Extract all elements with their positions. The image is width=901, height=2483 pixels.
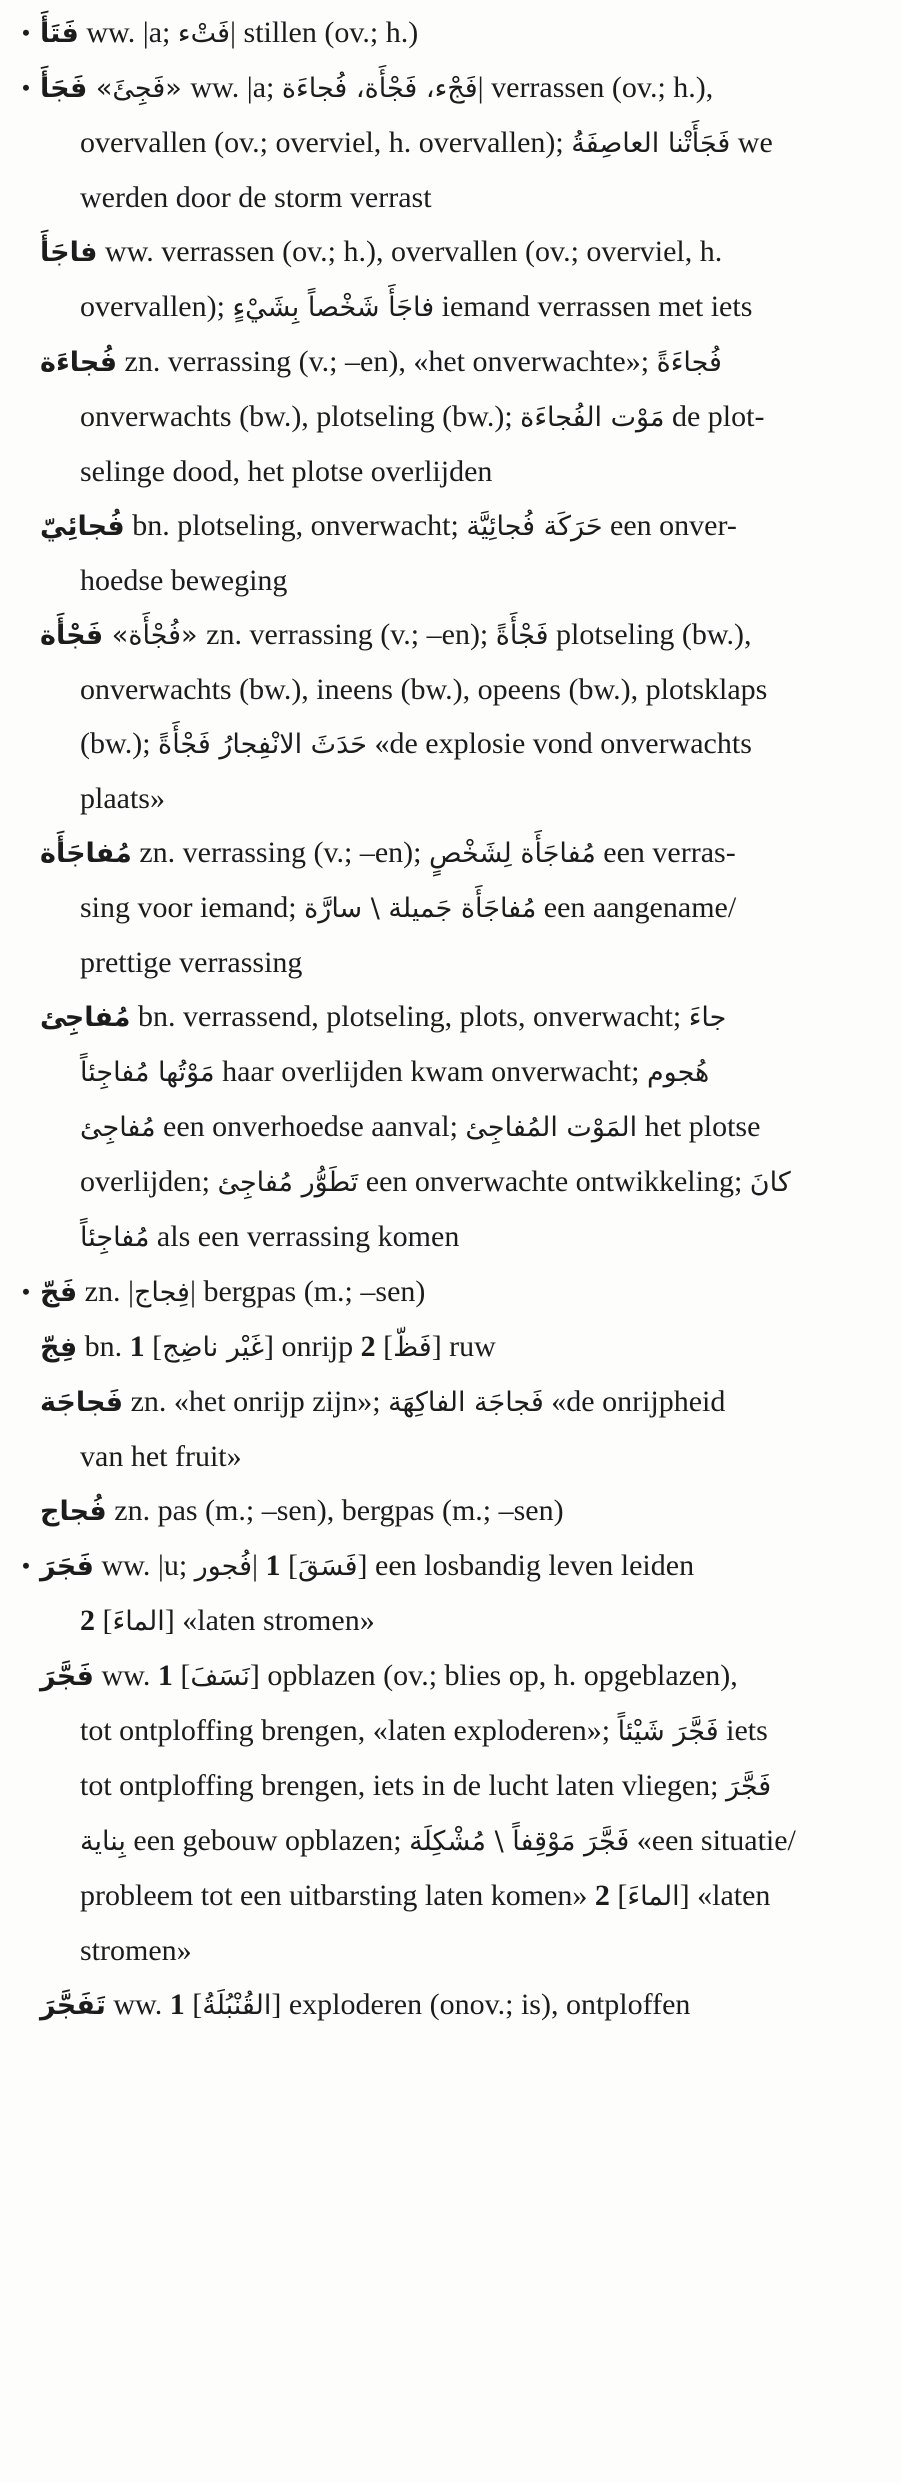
entry-line xyxy=(16,1155,881,1210)
entry-line xyxy=(16,1924,881,1978)
headword: فَجاجَة xyxy=(40,1387,124,1418)
dictionary-entry xyxy=(16,1484,881,1539)
entry-line xyxy=(16,1649,881,1704)
headword: فاجَأَ xyxy=(40,237,98,268)
arabic-text: فَجَّرَ xyxy=(725,1771,772,1802)
arabic-text: فَظّ xyxy=(393,1332,432,1363)
definition-text: probleem tot een uitbarsting laten komen» xyxy=(80,1879,595,1912)
arabic-text: فَجَأَتْنا العاصِفَةُ xyxy=(571,128,731,159)
entry-line xyxy=(16,1210,881,1265)
definition-text: het plotse xyxy=(637,1110,761,1143)
arabic-text: الماءَ xyxy=(627,1881,680,1912)
arabic-text: تَطَوُّر مُفاجِئ xyxy=(217,1167,359,1198)
definition-text: ] «laten stromen» xyxy=(164,1604,375,1637)
arabic-text: الماءَ xyxy=(112,1606,165,1637)
arabic-text: كانَ xyxy=(749,1167,791,1198)
definition-text: zn. verrassing (v.; –en), «het onverwachte»; xyxy=(117,345,657,378)
entry-line xyxy=(16,826,881,881)
definition-text: ww. |a; xyxy=(78,16,178,49)
entry-line xyxy=(16,1759,881,1814)
definition-text: overvallen (ov.; overviel, h. overvallen); xyxy=(80,126,572,159)
definition-text: een onverhoedse aanval; xyxy=(155,1110,466,1143)
definition-text: «de onrijpheid xyxy=(543,1385,726,1418)
definition-text: als een verrassing komen xyxy=(149,1220,460,1253)
entry-line xyxy=(16,881,881,936)
entry-line xyxy=(16,936,881,990)
definition-text: zn. | xyxy=(77,1275,134,1308)
dictionary-entry xyxy=(16,61,881,225)
arabic-text: فَسَقَ xyxy=(298,1551,358,1582)
arabic-text: حَرَكَة فُجائِيَّة xyxy=(466,511,603,542)
entry-line xyxy=(16,499,881,554)
definition-text: [ xyxy=(184,1988,203,2021)
definition-text: [ xyxy=(280,1549,299,1582)
dictionary-entry xyxy=(16,225,881,335)
arabic-text: «فَجِئَ» xyxy=(87,73,191,104)
definition-text: overvallen); xyxy=(80,290,233,323)
entry-line xyxy=(16,116,881,171)
entry-line xyxy=(16,280,881,335)
definition-text: tot ontploffing brengen, «laten exploderen»; xyxy=(80,1714,618,1747)
dictionary-entry xyxy=(16,826,881,990)
arabic-text: فُجاءَةً xyxy=(656,347,722,378)
dictionary-entry xyxy=(16,1978,881,2033)
dictionary-entry xyxy=(16,1320,881,1375)
definition-text: 2 xyxy=(594,1879,610,1912)
definition-text: plaats» xyxy=(80,782,165,815)
entry-line xyxy=(16,1814,881,1869)
arabic-text: مَوْت الفُجاءَة xyxy=(520,402,665,433)
definition-text: ww. |a; xyxy=(190,71,282,104)
entry-line xyxy=(16,390,881,445)
arabic-text: مُفاجِئاً xyxy=(80,1222,150,1253)
definition-text: ] opblazen (ov.; blies op, h. opgeblazen), xyxy=(249,1659,738,1692)
definition-text: we xyxy=(730,126,773,159)
dictionary-entry xyxy=(16,1265,881,1320)
entry-line xyxy=(16,1320,881,1375)
definition-text: bn. plotseling, onverwacht; xyxy=(124,509,467,542)
definition-text: [ xyxy=(95,1604,113,1637)
root-bullet-icon: • xyxy=(22,1279,30,1304)
root-bullet-icon: • xyxy=(22,75,30,100)
arabic-text: فُجور xyxy=(194,1551,252,1582)
entry-line xyxy=(16,1484,881,1539)
arabic-text: مُفاجَأَة جَميلة \ سارَّة xyxy=(304,893,537,924)
definition-text: onverwachts (bw.), plotseling (bw.); xyxy=(80,400,521,433)
dictionary-entry xyxy=(16,499,881,608)
arabic-text: مَوْتُها مُفاجِئاً xyxy=(80,1057,215,1088)
definition-text: ww. xyxy=(93,1659,158,1692)
entry-line xyxy=(16,1100,881,1155)
definition-text: 2 xyxy=(80,1604,95,1637)
entry-line xyxy=(16,772,881,826)
entry-line xyxy=(16,990,881,1045)
definition-text: ] onrijp xyxy=(263,1330,361,1363)
entry-line xyxy=(16,6,881,61)
entry-line xyxy=(16,61,881,116)
dictionary-entry xyxy=(16,608,881,826)
definition-text: zn. verrassing (v.; –en); xyxy=(206,618,496,651)
definition-text: «de explosie vond onverwachts xyxy=(366,727,752,760)
arabic-text: فَجاجَة الفاكِهَة xyxy=(388,1387,544,1418)
definition-text: 1 xyxy=(169,1988,185,2021)
definition-text: haar overlijden kwam onverwacht; xyxy=(214,1055,647,1088)
entry-line xyxy=(16,225,881,280)
headword: مُفاجَأَة xyxy=(40,838,132,869)
definition-text: | xyxy=(252,1549,266,1582)
entry-line xyxy=(16,335,881,390)
arabic-text: جاءَ xyxy=(688,1002,727,1033)
headword: فَجَأَ xyxy=(40,73,88,104)
arabic-text: فاجَأَ شَخْصاً بِشَيْءٍ xyxy=(232,292,435,323)
entry-line xyxy=(16,608,881,663)
definition-text: zn. «het onrijp zijn»; xyxy=(123,1385,389,1418)
dictionary-entry xyxy=(16,1375,881,1484)
dictionary-entry xyxy=(16,6,881,61)
definition-text: 2 xyxy=(360,1330,376,1363)
arabic-text: فَتْء xyxy=(177,18,231,49)
headword: فَتَأَ xyxy=(40,18,79,49)
definition-text: ] «laten xyxy=(679,1879,771,1912)
dictionary-entry xyxy=(16,1649,881,1978)
headword: مُفاجِئ xyxy=(40,1002,131,1033)
headword: فِجّ xyxy=(40,1332,78,1363)
headword: فَجّ xyxy=(40,1277,78,1308)
definition-text: onverwachts (bw.), ineens (bw.), opeens (bw.), plotsklaps xyxy=(80,673,768,706)
headword: فُجاءَة xyxy=(40,347,118,378)
definition-text: iets xyxy=(718,1714,768,1747)
headword: فَجَرَ xyxy=(40,1551,94,1582)
headword: فُجائِيّ xyxy=(40,511,125,542)
definition-text: plotseling (bw.), xyxy=(548,618,752,651)
definition-text: [ xyxy=(375,1330,394,1363)
definition-text: 1 xyxy=(129,1330,145,1363)
entry-line xyxy=(16,1539,881,1594)
definition-text: de plot- xyxy=(664,400,765,433)
entry-line xyxy=(16,554,881,608)
headword: فُجاج xyxy=(40,1496,107,1527)
definition-text: tot ontploffing brengen, iets in de lucht laten vliegen; xyxy=(80,1769,726,1802)
definition-text: bn. verrassend, plotseling, plots, onverwacht; xyxy=(130,1000,689,1033)
entry-line xyxy=(16,171,881,225)
definition-text: hoedse beweging xyxy=(80,564,288,597)
entry-line xyxy=(16,1978,881,2033)
dictionary-entry xyxy=(16,1539,881,1649)
definition-text: 1 xyxy=(157,1659,173,1692)
entry-line xyxy=(16,445,881,499)
definition-text: iemand verrassen met iets xyxy=(434,290,753,323)
arabic-text: مُفاجِئ xyxy=(80,1112,156,1143)
definition-text: [ xyxy=(144,1330,163,1363)
definition-text: een gebouw opblazen; xyxy=(125,1824,410,1857)
entry-line xyxy=(16,1375,881,1430)
arabic-text: المَوْت المُفاجِئ xyxy=(465,1112,638,1143)
definition-text: «een situatie/ xyxy=(629,1824,796,1857)
definition-text: (bw.); xyxy=(80,727,159,760)
definition-text: | verrassen (ov.; h.), xyxy=(477,71,714,104)
arabic-text: بِناية xyxy=(80,1826,126,1857)
arabic-text: غَيْر ناضِج xyxy=(162,1332,264,1363)
definition-text: een aangename/ xyxy=(536,891,737,924)
definition-text: een verras- xyxy=(595,836,736,869)
headword: فَجْأَة xyxy=(40,620,104,651)
definition-text: | bergpas (m.; –sen) xyxy=(189,1275,426,1308)
definition-text: van het fruit» xyxy=(80,1440,242,1473)
arabic-text: فَجْء، فَجْأَة، فُجاءَة xyxy=(281,73,478,104)
arabic-text: هُجوم xyxy=(646,1057,710,1088)
definition-text: sing voor iemand; xyxy=(80,891,305,924)
definition-text: [ xyxy=(172,1659,191,1692)
arabic-text: فَجَّرَ مَوْقِفاً \ مُشْكِلَة xyxy=(409,1826,630,1857)
definition-text: stromen» xyxy=(80,1934,192,1967)
definition-text: werden door de storm verrast xyxy=(80,181,432,214)
definition-text: een onver- xyxy=(602,509,737,542)
arabic-text: مُفاجَأَة لِشَخْصٍ xyxy=(428,838,596,869)
definition-text: bn. xyxy=(77,1330,130,1363)
entry-line xyxy=(16,1265,881,1320)
definition-text: ww. xyxy=(105,1988,170,2021)
arabic-text: فَجْأَةً xyxy=(495,620,549,651)
arabic-text: فَجَّرَ شَيْئاً xyxy=(617,1716,719,1747)
root-bullet-icon: • xyxy=(22,1553,30,1578)
definition-text: ww. |u; xyxy=(93,1549,195,1582)
arabic-text: القُنْبُلَةُ xyxy=(202,1990,272,2021)
definition-text: zn. verrassing (v.; –en); xyxy=(131,836,429,869)
definition-text: ] exploderen (onov.; is), ontploffen xyxy=(271,1988,691,2021)
arabic-text: نَسَفَ xyxy=(190,1661,250,1692)
definition-text: [ xyxy=(609,1879,628,1912)
dictionary-entry xyxy=(16,990,881,1265)
definition-text: | stillen (ov.; h.) xyxy=(230,16,419,49)
entry-line xyxy=(16,1045,881,1100)
definition-text: overlijden; xyxy=(80,1165,218,1198)
dictionary-entry xyxy=(16,335,881,499)
definition-text: prettige verrassing xyxy=(80,946,303,979)
arabic-text: «فُجْأَة» xyxy=(103,620,207,651)
definition-text: ] ruw xyxy=(431,1330,496,1363)
arabic-text: فِجاج xyxy=(133,1277,190,1308)
definition-text: een onverwachte ontwikkeling; xyxy=(358,1165,750,1198)
definition-text: 1 xyxy=(265,1549,281,1582)
definition-text: ww. verrassen (ov.; h.), overvallen (ov.; overviel, h. xyxy=(97,235,723,268)
entry-line xyxy=(16,717,881,772)
entry-line xyxy=(16,1430,881,1484)
arabic-text: حَدَثَ الانْفِجارُ فَجْأَةً xyxy=(158,729,367,760)
entry-line xyxy=(16,1594,881,1649)
root-bullet-icon: • xyxy=(22,20,30,45)
definition-text: ] een losbandig leven leiden xyxy=(357,1549,695,1582)
definition-text: zn. pas (m.; –sen), bergpas (m.; –sen) xyxy=(106,1494,564,1527)
entry-line xyxy=(16,663,881,717)
definition-text: selinge dood, het plotse overlijden xyxy=(80,455,493,488)
entry-line xyxy=(16,1704,881,1759)
headword: فَجَّرَ xyxy=(40,1661,94,1692)
headword: تَفَجَّرَ xyxy=(40,1990,106,2021)
entry-line xyxy=(16,1869,881,1924)
